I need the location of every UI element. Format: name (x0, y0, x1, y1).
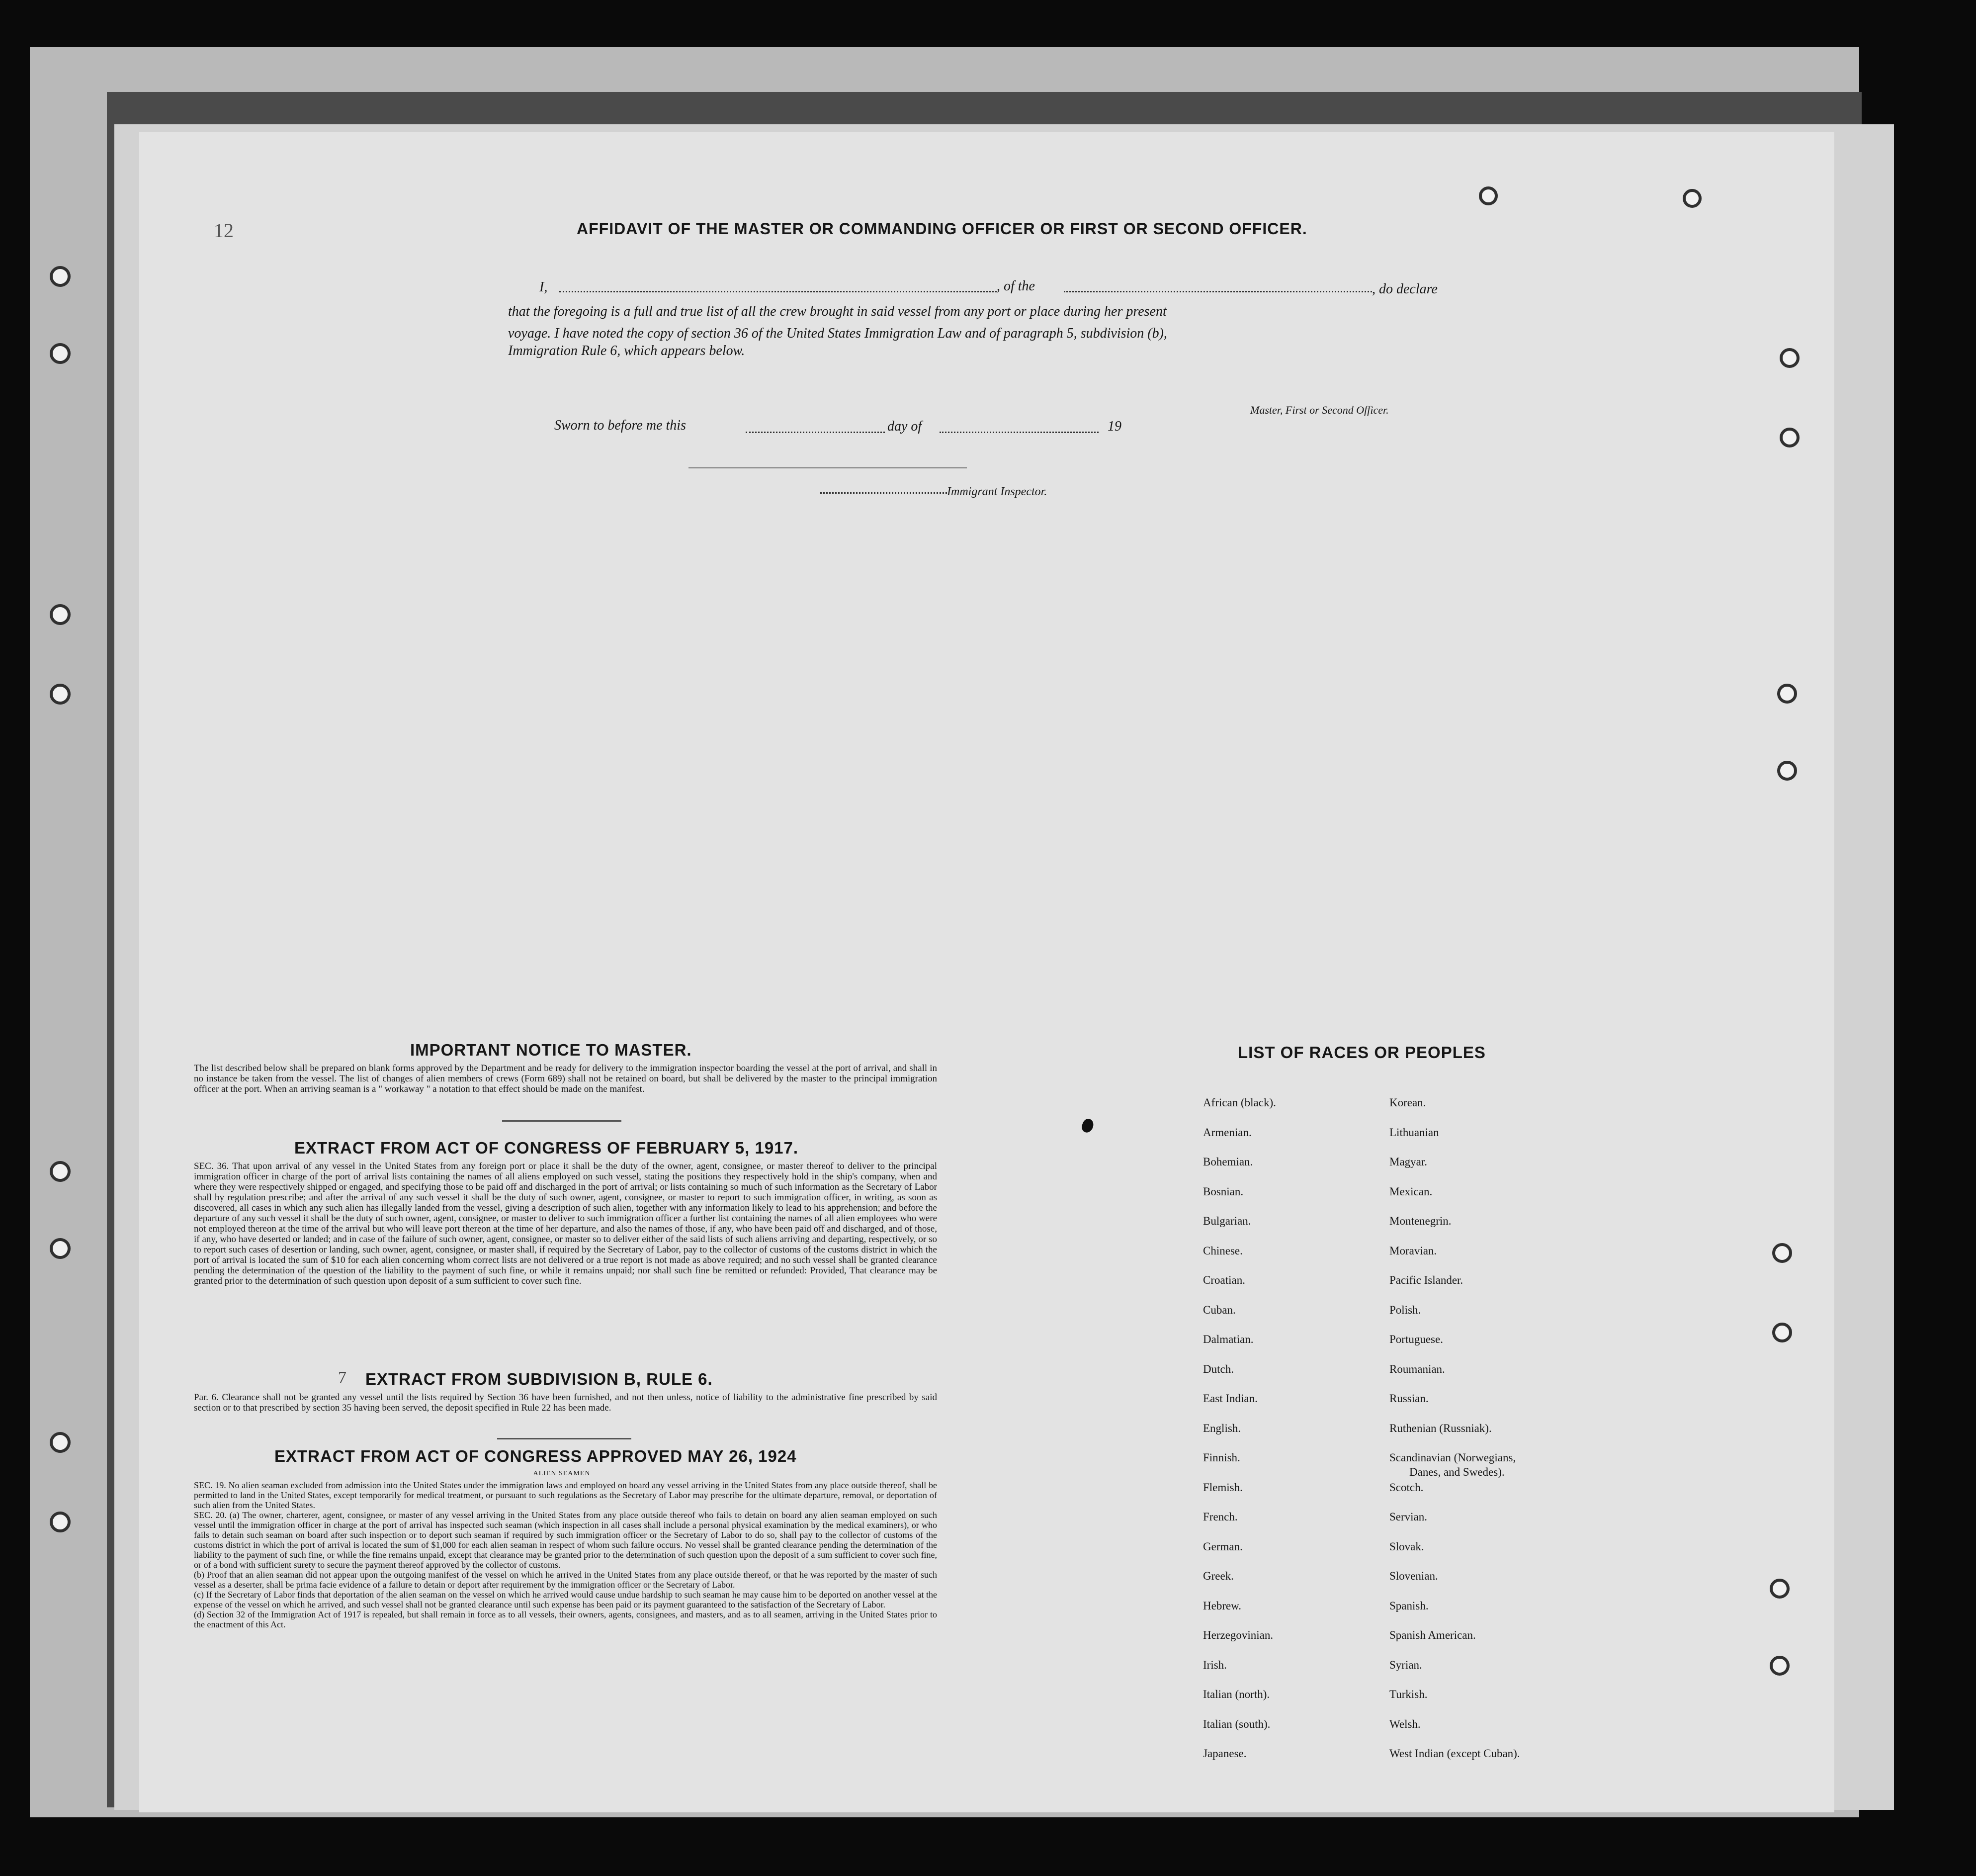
sworn-month-field[interactable] (940, 432, 1099, 433)
race-item: Dutch. (1203, 1363, 1234, 1375)
race-item: Montenegrin. (1389, 1215, 1452, 1227)
race-item: Chinese. (1203, 1245, 1243, 1257)
race-item: Italian (north). (1203, 1688, 1270, 1700)
extract-1924-title: EXTRACT FROM ACT OF CONGRESS APPROVED MAY 26, 1924 (274, 1447, 797, 1465)
race-item: Spanish American. (1389, 1629, 1476, 1641)
day-of-label: day of (887, 419, 922, 434)
race-item: Russian. (1389, 1392, 1429, 1405)
punch-hole-icon (1780, 428, 1800, 447)
race-item: East Indian. (1203, 1392, 1258, 1405)
sworn-day-field[interactable] (746, 432, 885, 433)
extract-1924-subtitle: ALIEN SEAMEN (533, 1470, 591, 1477)
affidavit-of-the: , of the (997, 278, 1035, 294)
affidavit-line4: Immigration Rule 6, which appears below. (508, 343, 745, 358)
race-item: Hebrew. (1203, 1600, 1242, 1612)
inspector-name-field[interactable] (820, 492, 947, 494)
rule6-title: EXTRACT FROM SUBDIVISION B, RULE 6. (365, 1370, 713, 1388)
race-item: Greek. (1203, 1570, 1234, 1582)
affidavit-title: AFFIDAVIT OF THE MASTER OR COMMANDING OFFICER OR FIRST OR SECOND OFFICER. (577, 220, 1307, 238)
sec20c-paragraph: (c) If the Secretary of Labor finds that deportation of the alien seaman on the vessel on which he arrived would cause undue hardship to such seaman he may cause him to be deported on another vessel at the expense of the vessel on which he arrived, and such vessel shall not be granted clearance until such expense has been paid or its payment guaranteed to the satisfaction of the Secretary of Labor. (194, 1590, 937, 1609)
sworn-label: Sworn to before me this (554, 418, 686, 433)
race-item: Ruthenian (Russniak). (1389, 1422, 1492, 1434)
punch-hole-icon (50, 684, 71, 705)
race-item: Slovenian. (1389, 1570, 1438, 1582)
rule6-divider (497, 1438, 631, 1439)
race-item: Roumanian. (1389, 1363, 1445, 1375)
race-item: German. (1203, 1540, 1243, 1553)
race-item: Portuguese. (1389, 1333, 1443, 1345)
race-item: Slovak. (1389, 1540, 1424, 1553)
notice-title: IMPORTANT NOTICE TO MASTER. (410, 1041, 692, 1059)
extract-1917-title: EXTRACT FROM ACT OF CONGRESS OF FEBRUARY 5, 1917. (294, 1139, 799, 1157)
punch-hole-icon (50, 1512, 71, 1532)
race-item: Magyar. (1389, 1156, 1428, 1168)
race-item: Bulgarian. (1203, 1215, 1251, 1227)
inspector-signature-line[interactable] (688, 467, 967, 468)
punch-hole-icon (1770, 1656, 1790, 1676)
punch-hole-icon (1780, 348, 1800, 368)
sec20d-paragraph: (d) Section 32 of the Immigration Act of 1917 is repealed, but shall remain in force as to all vessels, their owners, agents, consignees, and masters, and as to all seamen, arriving in the United States prior to the enactment of this Act. (194, 1609, 937, 1629)
race-item: Korean. (1389, 1096, 1426, 1109)
race-item-continued: Danes, and Swedes). (1409, 1466, 1505, 1478)
race-item: Irish. (1203, 1659, 1227, 1671)
race-item: Spanish. (1389, 1600, 1429, 1612)
race-item: Polish. (1389, 1304, 1421, 1316)
race-item: West Indian (except Cuban). (1389, 1747, 1520, 1760)
affidavit-declare: , do declare (1372, 281, 1438, 297)
race-item: English. (1203, 1422, 1241, 1434)
race-item: Cuban. (1203, 1304, 1236, 1316)
year-label: 19 (1108, 419, 1121, 434)
race-item: Dalmatian. (1203, 1333, 1254, 1345)
punch-hole-icon (1777, 761, 1797, 781)
race-item: Croatian. (1203, 1274, 1245, 1286)
punch-hole-icon (50, 266, 71, 287)
race-item: Bohemian. (1203, 1156, 1253, 1168)
punch-hole-icon (50, 343, 71, 364)
race-item: Turkish. (1389, 1688, 1428, 1700)
race-item: Welsh. (1389, 1718, 1421, 1730)
race-item: Japanese. (1203, 1747, 1247, 1760)
punch-hole-icon (1683, 189, 1702, 208)
sec19-paragraph: SEC. 19. No alien seaman excluded from admission into the United States under the immigration laws and employed on board any vessel arriving in the United States from any place outside thereof, shall be permitted to land in the United States, except temporarily for medical treatment, or pursuant to such regulations as the Secretary of Labor may prescribe for the ultimate departure, removal, or deportation of such alien from the United States. (194, 1480, 937, 1510)
vessel-field[interactable] (1064, 291, 1372, 292)
punch-hole-icon (1770, 1579, 1790, 1599)
race-item: Scandinavian (Norwegians, (1389, 1451, 1516, 1464)
punch-hole-icon (1777, 684, 1797, 704)
punch-hole-icon (50, 1161, 71, 1182)
race-item: Bosnian. (1203, 1185, 1244, 1198)
race-item: Scotch. (1389, 1481, 1424, 1494)
punch-hole-icon (50, 604, 71, 625)
race-item: Herzegovinian. (1203, 1629, 1274, 1641)
stray-mark: 7 (338, 1368, 346, 1387)
race-item: Finnish. (1203, 1451, 1240, 1464)
corner-number: 12 (214, 219, 234, 242)
name-field[interactable] (559, 291, 997, 292)
race-item: Pacific Islander. (1389, 1274, 1463, 1286)
affidavit-line3: voyage. I have noted the copy of section 36 of the United States Immigration Law and of paragraph 5, subdivision (b), (508, 326, 1167, 341)
race-item: Armenian. (1203, 1126, 1252, 1139)
race-item: Servian. (1389, 1511, 1428, 1523)
inspector-label: Immigrant Inspector. (947, 485, 1047, 498)
race-item: Syrian. (1389, 1659, 1422, 1671)
sec20a-paragraph: SEC. 20. (a) The owner, charterer, agent, consignee, or master of any vessel arriving in the United States from any place outside thereof who fails to detain on board any alien seaman employed on such vessel until the immigration officer in charge at the port of arrival has inspected such seaman (which inspection in all cases shall include a personal physical examination by the medical examiners), or who fails to detain such seaman on board after such inspection or to deport such seaman if required by such immigration officer or the Secretary of Labor to do so, shall pay to the collector of customs of the customs district in which the port of arrival is located the sum of $1,000 for each alien seaman in respect of whom such failure occurs. No vessel shall be granted clearance pending the determination of the liability to the payment of such fine, or while the fine remains unpaid, except that clearance may be granted prior to the determination of such question upon the deposit of a sum sufficient to cover such fine, or of a bond with sufficient surety to secure the payment thereof approved by the collector of customs. (194, 1510, 937, 1570)
extract-1924-text (194, 1480, 937, 1629)
race-item: Flemish. (1203, 1481, 1243, 1494)
race-item: African (black). (1203, 1096, 1276, 1109)
master-label: Master, First or Second Officer. (1250, 404, 1389, 416)
affidavit-line2: that the foregoing is a full and true list of all the crew brought in said vessel from any port or place during her present (508, 304, 1167, 319)
extract-1917-text: SEC. 36. That upon arrival of any vessel in the United States from any foreign port or place it shall be the duty of the owner, agent, consignee, or master thereof to deliver to the principal immigration officer in charge of the port of arrival lists containing the names of all aliens employed on such vessel, stating the positions they respectively hold in the ship's company, when and where they were respectively shipped or engaged, and specifying those to be paid off and discharged in the port of arrival; or lists containing so much of such information as the Secretary of Labor shall by regulation prescribe; and after the arrival of any such vessel it shall be the duty of such owner, agent, consignee, or master to report to such immigration officer, in writing, as soon as discovered, all cases in which any such alien has illegally landed from the vessel, giving a description of such alien, together with any information likely to lead to his apprehension; and before the departure of any such vessel it shall be the duty of such owner, agent, consignee, or master to deliver to such immigration officer a further list containing the names of all alien employees who were not employed thereon at the time of the arrival but who will leave port thereon at the time of her departure, and also the names of those, if any, who have been paid off and discharged, and of those, if any, who have deserted or landed; and in case of the failure of such owner, agent, consignee, or master so to deliver either of the said lists of such aliens arriving and departing, respectively, or so to report such cases of desertion or landing, such owner, agent, consignee, or master shall, if required by the Secretary of Labor, pay to the collector of customs of the customs district in which the port of arrival is located the sum of $10 for each alien concerning whom correct lists are not delivered or a true report is not made as above required; and no such vessel shall be granted clearance pending the determination of the question of the liability to the payment of such fine, or while it remains unpaid; nor shall such fine be remitted or refunded: Provided, That clearance may be granted prior to the determination of such question upon deposit of a sum sufficient to cover such fine. (194, 1161, 937, 1286)
sec20b-paragraph: (b) Proof that an alien seaman did not appear upon the outgoing manifest of the vessel on which he arrived in the United States from any place outside thereof, or that he was reported by the master of such vessel as a deserter, shall be prima facie evidence of a failure to detain or deport after requirement by the immigration officer or the Secretary of Labor. (194, 1570, 937, 1590)
race-item: French. (1203, 1511, 1238, 1523)
races-title: LIST OF RACES OR PEOPLES (1238, 1043, 1486, 1062)
notice-divider (502, 1120, 621, 1122)
rule6-text: Par. 6. Clearance shall not be granted any vessel until the lists required by Section 36 have been furnished, and not then unless, notice of liability to the administrative fine prescribed by said section or to that prescribed by section 35 having been served, the deposit specified in Rule 22 has been made. (194, 1392, 937, 1413)
punch-hole-icon (1772, 1243, 1792, 1263)
race-item: Lithuanian (1389, 1126, 1439, 1139)
race-item: Mexican. (1389, 1185, 1433, 1198)
punch-hole-icon (1772, 1323, 1792, 1342)
punch-hole-icon (50, 1432, 71, 1453)
notice-text: The list described below shall be prepared on blank forms approved by the Department and be ready for delivery to the immigration inspector boarding the vessel at the port of arrival, and shall in no instance be taken from the vessel. The list of changes of alien members of crews (Form 689) shall not be retained on board, but shall be delivered by the master to the principal immigration officer at the port. When an arriving seaman is a " workaway " a notation to that effect should be made on the manifest. (194, 1063, 937, 1094)
punch-hole-icon (1479, 186, 1498, 205)
race-item: Italian (south). (1203, 1718, 1271, 1730)
affidavit-i: I, (539, 279, 548, 295)
punch-hole-icon (50, 1238, 71, 1259)
race-item: Moravian. (1389, 1245, 1437, 1257)
